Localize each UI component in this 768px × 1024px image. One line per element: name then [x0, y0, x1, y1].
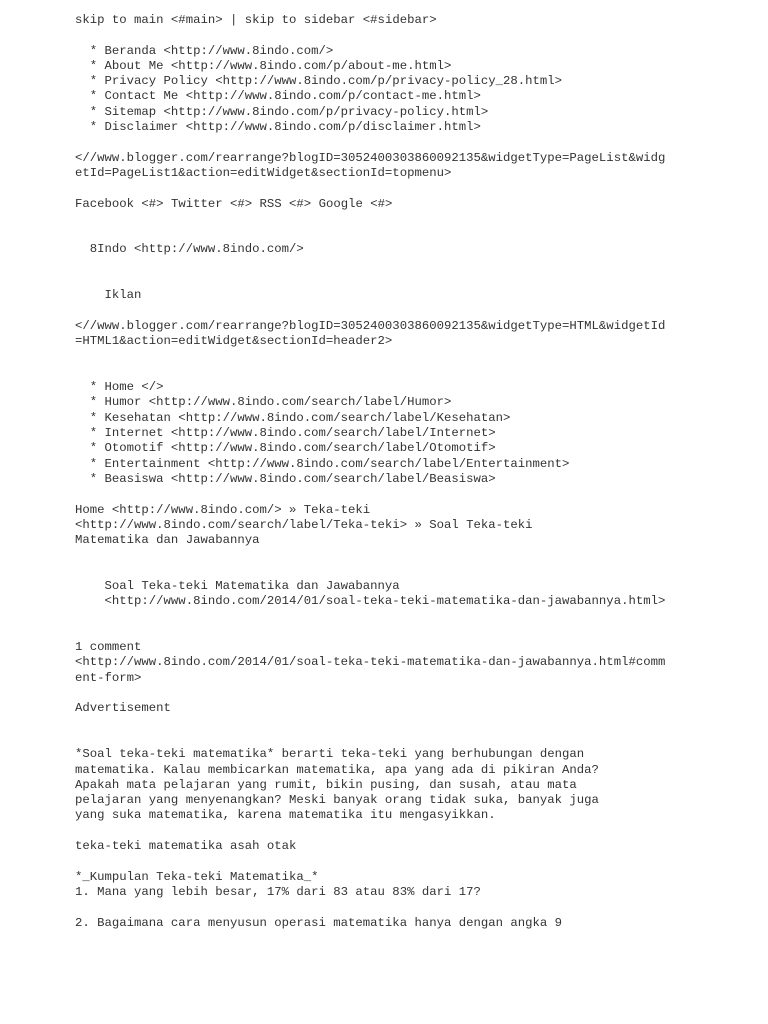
comments-link[interactable] [75, 640, 755, 686]
top-menu-item-sitemap[interactable]: * Sitemap <http://www.8indo.com/p/privacy-policy.html> [75, 104, 489, 119]
comment-count: 1 comment [75, 640, 142, 655]
site-title-link[interactable]: 8Indo <http://www.8indo.com/> [75, 242, 304, 257]
pagelist-edit-link[interactable] [75, 151, 755, 182]
intro-line: yang suka matematika, karena matematika itu mengasyikkan. [75, 808, 496, 823]
top-menu-item-beranda[interactable]: * Beranda <http://www.8indo.com/> [75, 43, 334, 58]
google-link[interactable]: Google <#> [318, 196, 393, 211]
pagelist-edit-line: etId=PageList1&action=editWidget&sectionId=topmenu> [75, 165, 452, 180]
facebook-link[interactable]: Facebook <#> [75, 196, 164, 211]
post-intro [75, 747, 755, 823]
comment-url-line: ent-form> [75, 670, 142, 685]
html-edit-line: <//www.blogger.com/rearrange?blogID=3052400303860092135&widgetType=HTML&widgetId [75, 318, 666, 333]
intro-line: pelajaran yang menyenangkan? Meski banyak orang tidak suka, banyak juga [75, 793, 599, 808]
category-menu [75, 380, 755, 487]
social-links [75, 197, 755, 212]
pagelist-edit-line: <//www.blogger.com/rearrange?blogID=3052400303860092135&widgetType=PageList&widg [75, 150, 666, 165]
intro-line: *Soal teka-teki matematika* berarti teka-teki yang berhubungan dengan [75, 747, 585, 762]
page-content [75, 13, 755, 931]
html-widget-edit-link[interactable] [75, 319, 755, 350]
top-menu-item-privacy-policy[interactable]: * Privacy Policy <http://www.8indo.com/p/privacy-policy_28.html> [75, 74, 563, 89]
category-item-otomotif[interactable]: * Otomotif <http://www.8indo.com/search/label/Otomotif> [75, 441, 496, 456]
image-caption: teka-teki matematika asah otak [75, 839, 297, 854]
advertisement-label: Advertisement [75, 701, 171, 716]
skip-separator: | [222, 13, 245, 27]
skip-to-sidebar-link[interactable]: skip to sidebar <#sidebar> [244, 13, 437, 27]
category-item-entertainment[interactable]: * Entertainment <http://www.8indo.com/search/label/Entertainment> [75, 456, 570, 471]
skip-to-main-link[interactable]: skip to main <#main> [75, 13, 223, 27]
top-menu-item-disclaimer[interactable]: * Disclaimer <http://www.8indo.com/p/disclaimer.html> [75, 120, 481, 135]
iklan-heading: Iklan [75, 288, 142, 303]
category-item-humor[interactable]: * Humor <http://www.8indo.com/search/label/Humor> [75, 395, 452, 410]
category-item-internet[interactable]: * Internet <http://www.8indo.com/search/label/Internet> [75, 426, 496, 441]
twitter-link[interactable]: Twitter <#> [170, 196, 253, 211]
html-edit-line: =HTML1&action=editWidget&sectionId=header2> [75, 334, 393, 349]
category-item-home[interactable]: * Home </> [75, 380, 164, 395]
puzzle-question-1: 1. Mana yang lebih besar, 17% dari 83 atau 83% dari 17? [75, 884, 481, 899]
top-menu-item-contact-me[interactable]: * Contact Me <http://www.8indo.com/p/contact-me.html> [75, 89, 481, 104]
breadcrumb [75, 503, 755, 549]
post-title-link[interactable] [75, 579, 755, 610]
skip-links [75, 13, 755, 28]
breadcrumb-line: Matematika dan Jawabannya [75, 533, 260, 548]
puzzle-list [75, 870, 755, 931]
intro-line: matematika. Kalau membicarkan matematika, apa yang ada di pikiran Anda? [75, 762, 599, 777]
intro-line: Apakah mata pelajaran yang rumit, bikin pusing, dan susah, atau mata [75, 777, 577, 792]
puzzle-list-heading: *_Kumpulan Teka-teki Matematika_* [75, 869, 319, 884]
breadcrumb-line[interactable]: Home <http://www.8indo.com/> » Teka-teki [75, 502, 371, 517]
breadcrumb-line[interactable]: <http://www.8indo.com/search/label/Teka-teki> » Soal Teka-teki [75, 517, 533, 532]
comment-url-line: <http://www.8indo.com/2014/01/soal-teka-teki-matematika-dan-jawabannya.html#comm [75, 655, 666, 670]
category-item-beasiswa[interactable]: * Beasiswa <http://www.8indo.com/search/label/Beasiswa> [75, 471, 496, 486]
category-item-kesehatan[interactable]: * Kesehatan <http://www.8indo.com/search/label/Kesehatan> [75, 410, 511, 425]
rss-link[interactable]: RSS <#> [259, 196, 312, 211]
top-menu-item-about-me[interactable]: * About Me <http://www.8indo.com/p/about-me.html> [75, 58, 452, 73]
post-title: Soal Teka-teki Matematika dan Jawabannya [75, 578, 400, 593]
post-title-url: <http://www.8indo.com/2014/01/soal-teka-teki-matematika-dan-jawabannya.html> [75, 594, 666, 609]
top-menu [75, 44, 755, 136]
puzzle-question-2: 2. Bagaimana cara menyusun operasi matematika hanya dengan angka 9 [75, 915, 563, 930]
